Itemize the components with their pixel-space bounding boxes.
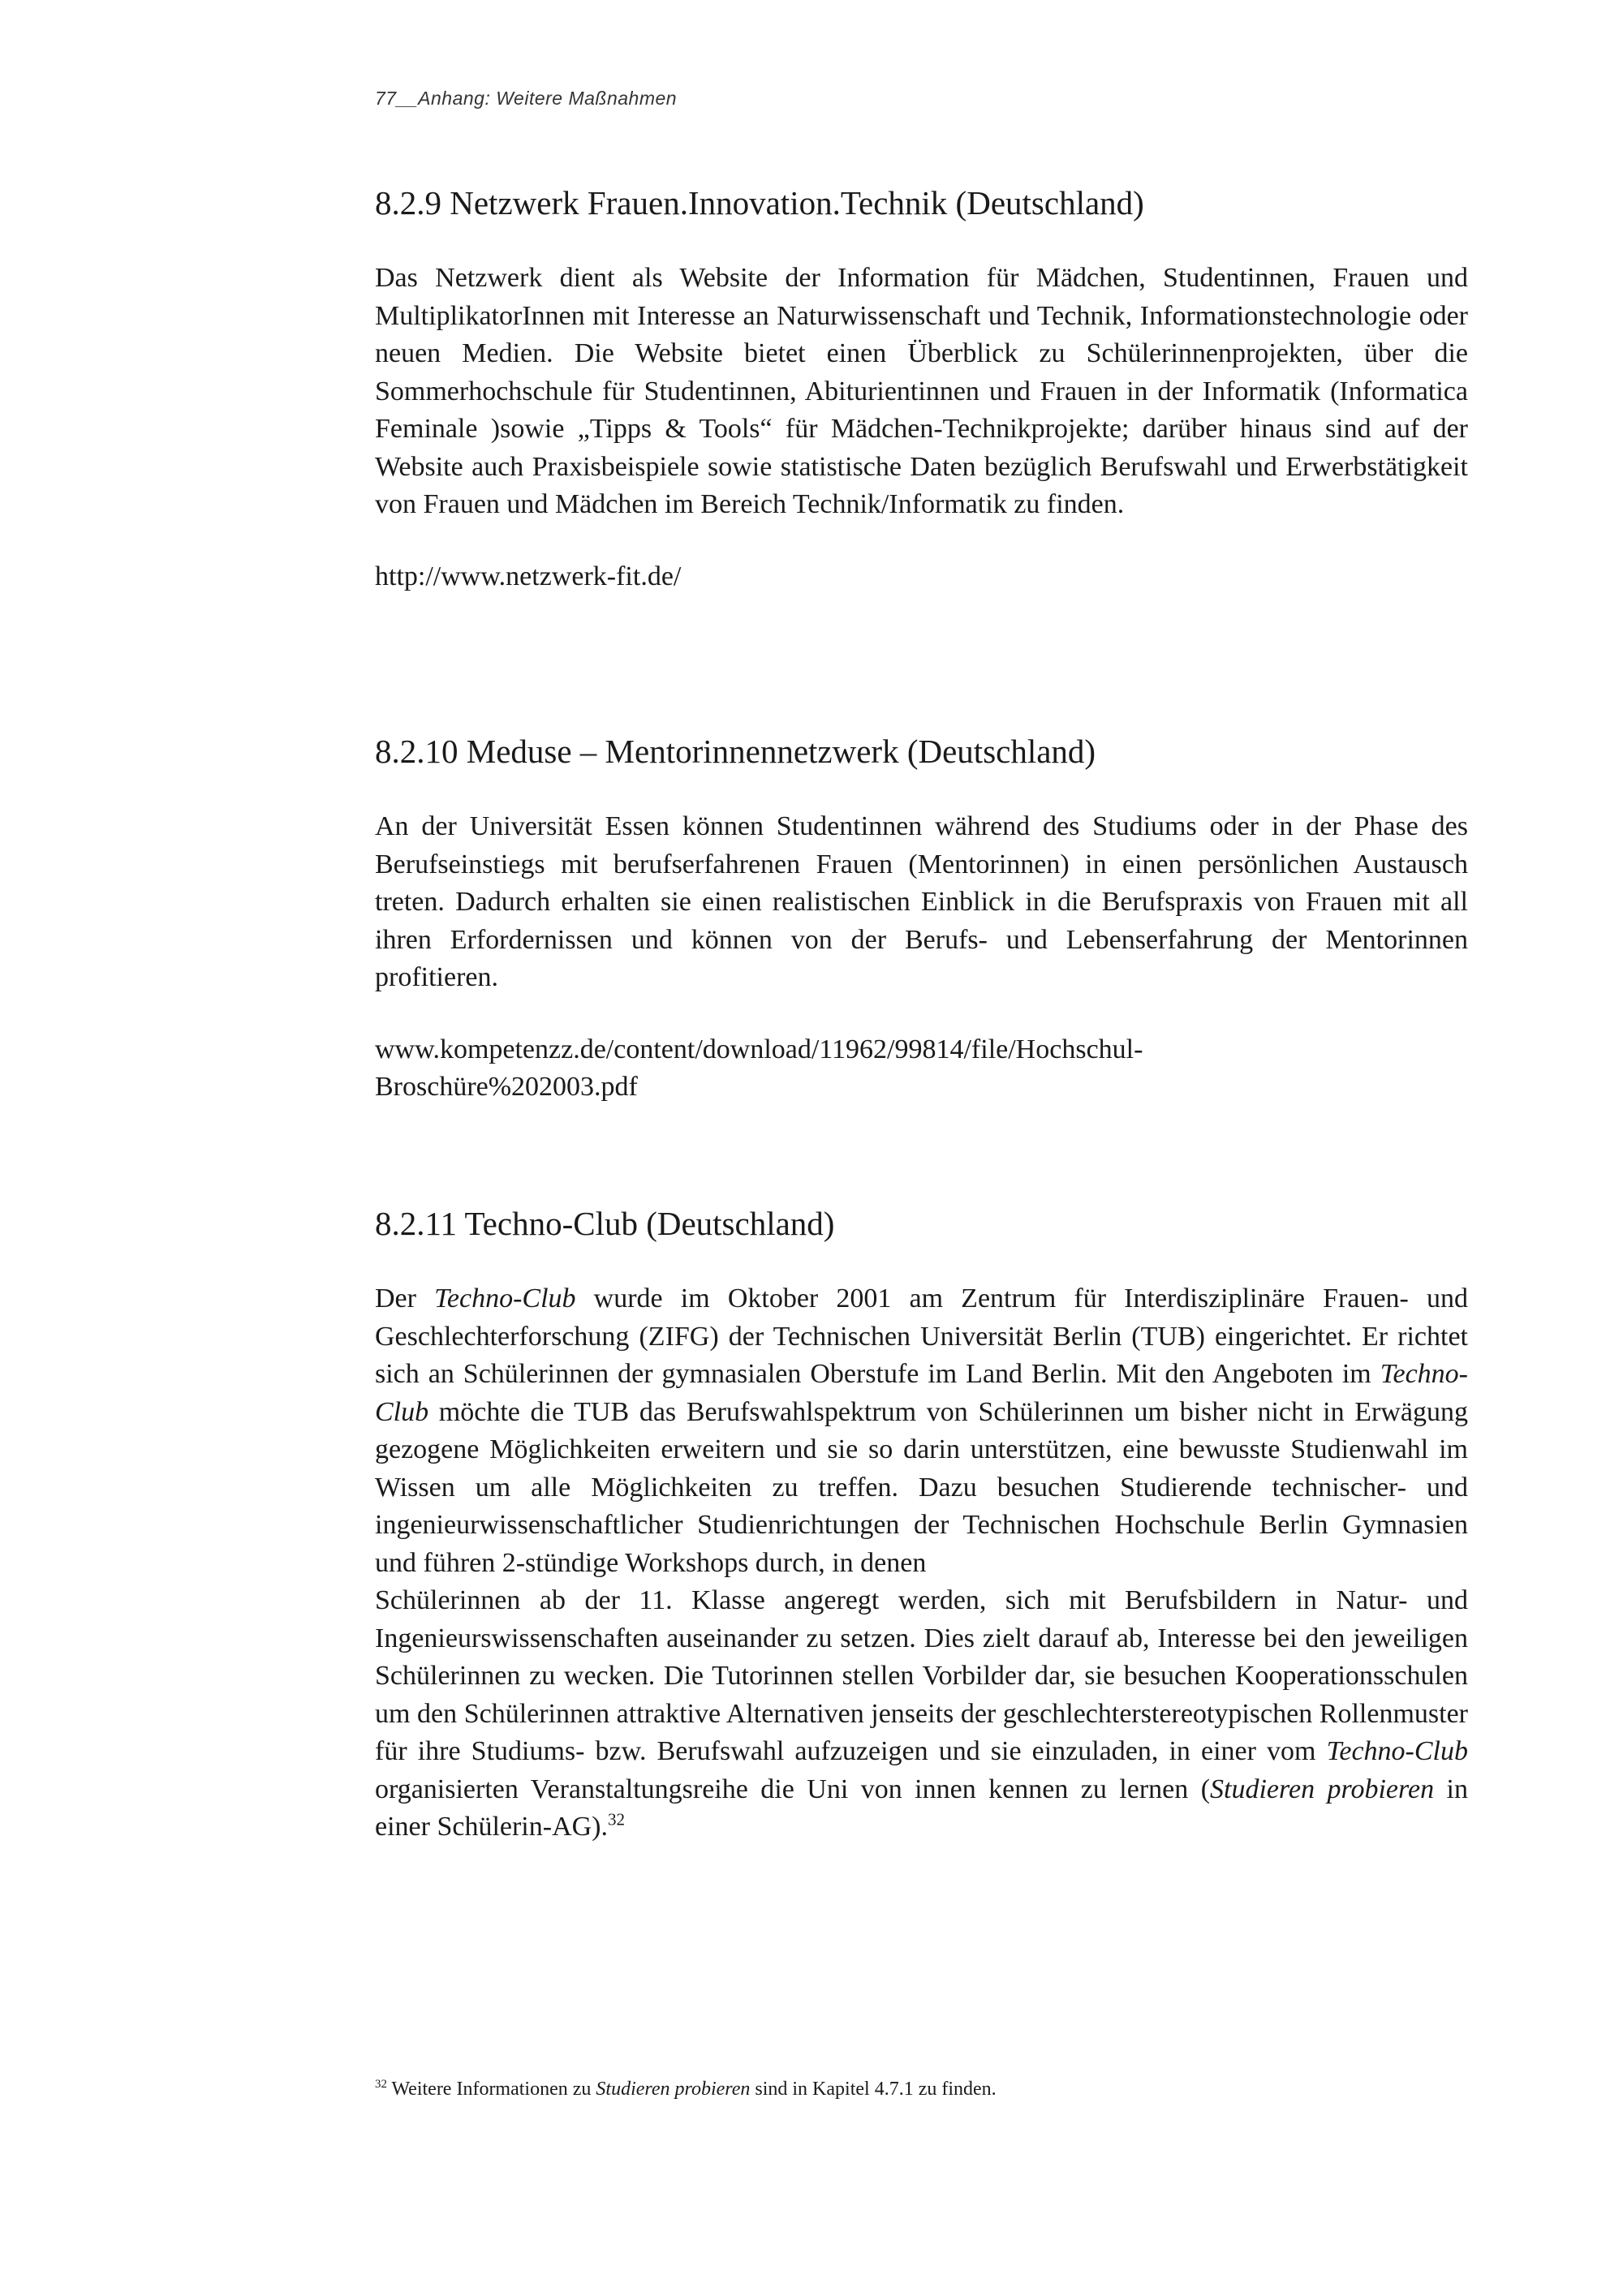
text-run: wurde im Oktober 2001 am Zentrum für Interdisziplinäre Frauen- und Geschlechterforschung (ZIFG) der Technischen Universität Berlin (TUB) eingerichtet. Er richtet sich an Schülerinnen der gymnasialen Oberstufe im Land Berlin. Mit den Angeboten im xyxy=(375,1283,1468,1390)
emphasis: Studieren probieren xyxy=(596,2079,751,2100)
footnote-text: Weitere Informationen zu xyxy=(386,2079,596,2100)
section-techno-club xyxy=(375,1204,1468,1847)
text-run: Schülerinnen ab der 11. Klasse angeregt werden, sich mit Berufsbildern in Natur- und Ingenieurswissenschaften auseinander zu setzen. Dies zielt darauf ab, Interesse bei den jeweiligen Schülerinnen zu wecken. Die Tutorinnen stellen Vorbilder dar, sie besuchen Kooperationsschulen um den Schülerinnen attraktive Alternativen jenseits der geschlechterstereotypischen Rollenmuster für ihre Studiums- bzw. Berufswahl aufzuzeigen und sie einzuladen, in einer vom xyxy=(375,1585,1468,1767)
section-body: An der Universität Essen können Studentinnen während des Studiums oder in der Phase des Berufseinstiegs mit berufserfahrenen Frauen (Mentorinnen) in einen persönlichen Austausch treten. Dadurch erhalten sie einen realistischen Einblick in die Berufspraxis von Frauen mit all ihren Erfordernissen und können von der Berufs- und Lebenserfahrung der Mentorinnen profitieren. xyxy=(375,811,1468,993)
section-heading: 8.2.10 Meduse – Mentorinnennetzwerk (Deutschland) xyxy=(375,733,1096,770)
text-run: organisierten Veranstaltungsreihe die Uni von innen kennen zu lernen ( xyxy=(375,1774,1211,1804)
running-head: 77__Anhang: Weitere Maßnahmen xyxy=(375,88,678,109)
footnote xyxy=(375,2075,1468,2103)
section-netzwerk-fit xyxy=(375,183,1468,595)
emphasis: Studieren probieren xyxy=(1210,1774,1435,1804)
footnote-number: 32 xyxy=(375,2078,387,2092)
emphasis: Techno-Club xyxy=(375,1359,1468,1427)
text-run: in einer Schülerin-AG). xyxy=(375,1774,1468,1842)
url-line: www.kompetenzz.de/content/download/11962/99814/file/Hochschul- xyxy=(375,1034,1143,1064)
section-url: http://www.netzwerk-fit.de/ xyxy=(375,561,682,591)
text-run: möchte die TUB das Berufswahlspektrum von Schülerinnen um bisher nicht in Erwägung gezogene Möglichkeiten erweitern und sie so darin unterstützen, eine bewusste Studienwahl im Wissen um alle Möglichkeiten zu treffen. Dazu besuchen Studierende technischer- und ingenieurwissenschaftlicher Studienrichtungen der Technischen Hochschule Berlin Gymnasien und führen 2-stündige Workshops durch, in denen xyxy=(375,1396,1468,1578)
section-meduse xyxy=(375,732,1468,1107)
url-line: Broschüre%202003.pdf xyxy=(375,1072,638,1103)
text-run: Der xyxy=(375,1283,435,1314)
section-body-part1 xyxy=(375,1280,1468,1582)
section-heading: 8.2.11 Techno-Club (Deutschland) xyxy=(375,1205,835,1242)
emphasis: Techno-Club xyxy=(434,1283,576,1314)
section-url xyxy=(375,1031,1468,1107)
section-heading: 8.2.9 Netzwerk Frauen.Innovation.Technik (Deutschland) xyxy=(375,184,1144,221)
section-body: Das Netzwerk dient als Website der Information für Mädchen, Studentinnen, Frauen und MultiplikatorInnen mit Interesse an Naturwissenschaft und Technik, Informationstechnologie oder neuen Medien. Die Website bietet einen Überblick zu Schülerinnenprojekten, über die Sommerhochschule für Studentinnen, Abiturientinnen und Frauen in der Informatik (Informatica Feminale )sowie „Tipps & Tools“ für Mädchen-Technikprojekte; darüber hinaus sind auf der Website auch Praxisbeispiele sowie statistische Daten bezüglich Berufswahl und Erwerbstätigkeit von Frauen und Mädchen im Bereich Technik/Informatik zu finden. xyxy=(375,263,1468,520)
emphasis: Techno-Club xyxy=(1326,1736,1468,1767)
footnote-text: sind in Kapitel 4.7.1 zu finden. xyxy=(750,2079,997,2100)
section-body-part2 xyxy=(375,1582,1468,1847)
footnote-ref[interactable]: 32 xyxy=(608,1809,626,1829)
